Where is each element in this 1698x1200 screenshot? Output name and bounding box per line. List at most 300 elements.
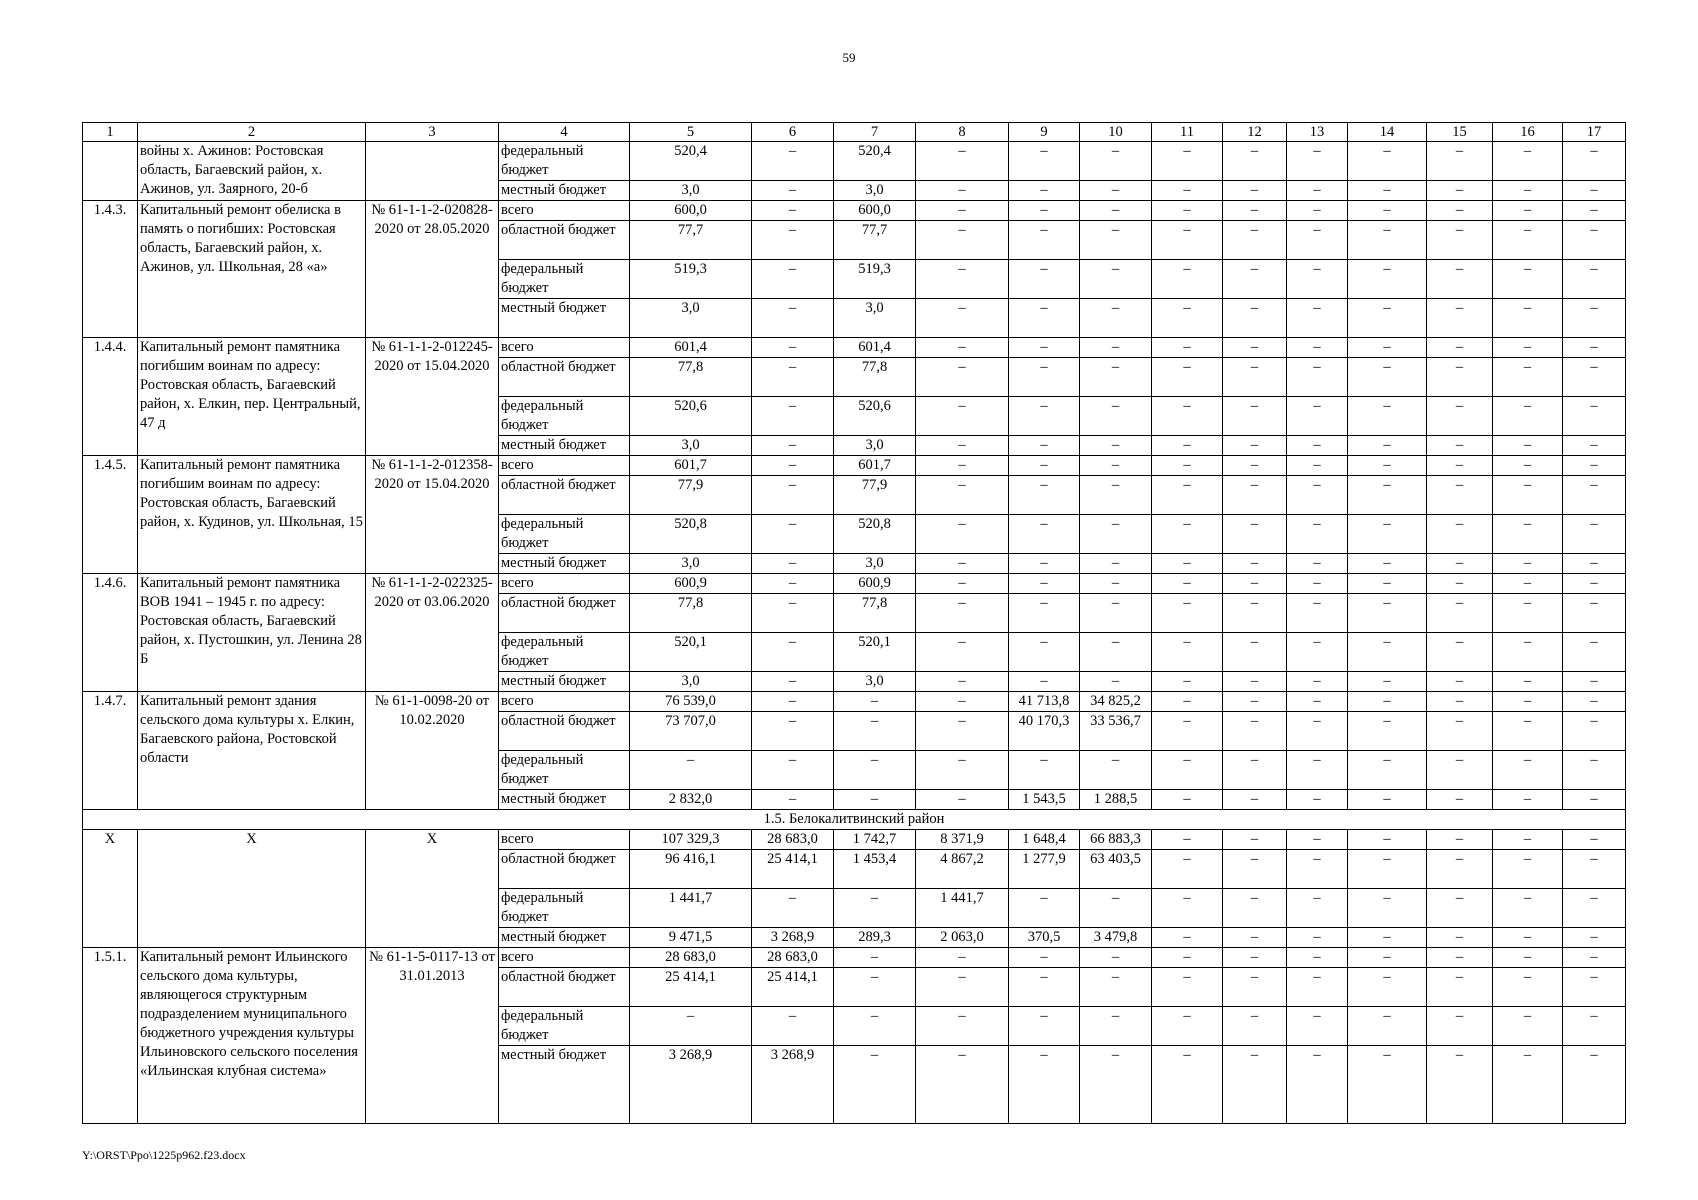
value-col-8: – [916, 201, 1009, 221]
value-col-14: – [1348, 928, 1427, 948]
value-col-17: – [1563, 397, 1626, 436]
table-row [83, 692, 1626, 712]
value-col-10: – [1080, 515, 1152, 554]
value-col-12: – [1223, 1046, 1287, 1124]
item-number: Х [83, 830, 138, 948]
value-col-7: 519,3 [834, 260, 916, 299]
value-col-7: 77,8 [834, 358, 916, 397]
value-col-13: – [1287, 633, 1348, 672]
value-col-11: – [1152, 751, 1223, 790]
value-col-15: – [1427, 594, 1493, 633]
value-col-13: – [1287, 948, 1348, 968]
value-col-7: – [834, 790, 916, 810]
value-col-9: – [1009, 554, 1080, 574]
value-col-14: – [1348, 692, 1427, 712]
value-col-7: 520,6 [834, 397, 916, 436]
value-col-14: – [1348, 672, 1427, 692]
value-col-6: – [752, 712, 834, 751]
value-col-10: – [1080, 260, 1152, 299]
funding-source: всего [499, 948, 630, 968]
value-col-5: 77,8 [630, 358, 752, 397]
value-col-12: – [1223, 554, 1287, 574]
value-col-16: – [1493, 889, 1563, 928]
value-col-10: – [1080, 476, 1152, 515]
item-number: 1.4.5. [83, 456, 138, 574]
value-col-13: – [1287, 476, 1348, 515]
value-col-14: – [1348, 181, 1427, 201]
value-col-9: – [1009, 201, 1080, 221]
column-header-10: 10 [1080, 123, 1152, 142]
value-col-6: – [752, 574, 834, 594]
funding-source: областной бюджет [499, 968, 630, 1007]
value-col-6: – [752, 201, 834, 221]
value-col-11: – [1152, 1046, 1223, 1124]
value-col-7: 601,7 [834, 456, 916, 476]
value-col-12: – [1223, 830, 1287, 850]
value-col-8: – [916, 1007, 1009, 1046]
column-header-12: 12 [1223, 123, 1287, 142]
value-col-9: – [1009, 397, 1080, 436]
value-col-14: – [1348, 574, 1427, 594]
value-col-11: – [1152, 554, 1223, 574]
value-col-16: – [1493, 397, 1563, 436]
value-col-13: – [1287, 751, 1348, 790]
value-col-6: – [752, 692, 834, 712]
value-col-7: 600,9 [834, 574, 916, 594]
value-col-10: – [1080, 672, 1152, 692]
value-col-10: – [1080, 968, 1152, 1007]
value-col-5: – [630, 751, 752, 790]
value-col-8: – [916, 692, 1009, 712]
value-col-15: – [1427, 574, 1493, 594]
value-col-12: – [1223, 260, 1287, 299]
value-col-17: – [1563, 790, 1626, 810]
value-col-8: – [916, 554, 1009, 574]
value-col-13: – [1287, 554, 1348, 574]
value-col-14: – [1348, 476, 1427, 515]
value-col-7: – [834, 948, 916, 968]
value-col-10: – [1080, 554, 1152, 574]
value-col-17: – [1563, 968, 1626, 1007]
column-header-4: 4 [499, 123, 630, 142]
table-row [83, 830, 1626, 850]
value-col-8: – [916, 948, 1009, 968]
value-col-12: – [1223, 338, 1287, 358]
value-col-15: – [1427, 1046, 1493, 1124]
value-col-11: – [1152, 299, 1223, 338]
value-col-13: – [1287, 436, 1348, 456]
value-col-7: – [834, 1046, 916, 1124]
value-col-11: – [1152, 692, 1223, 712]
value-col-16: – [1493, 260, 1563, 299]
item-document: № 61-1-1-2-022325-2020 от 03.06.2020 [366, 574, 499, 692]
item-number [83, 142, 138, 201]
value-col-12: – [1223, 181, 1287, 201]
value-col-5: 600,9 [630, 574, 752, 594]
value-col-7: 520,1 [834, 633, 916, 672]
value-col-8: – [916, 633, 1009, 672]
value-col-13: – [1287, 221, 1348, 260]
value-col-13: – [1287, 712, 1348, 751]
value-col-17: – [1563, 260, 1626, 299]
column-header-2: 2 [138, 123, 366, 142]
value-col-9: 370,5 [1009, 928, 1080, 948]
value-col-9: – [1009, 436, 1080, 456]
value-col-9: 1 277,9 [1009, 850, 1080, 889]
value-col-8: – [916, 968, 1009, 1007]
value-col-14: – [1348, 436, 1427, 456]
table-body [83, 123, 1626, 1124]
value-col-9: – [1009, 889, 1080, 928]
value-col-7: 3,0 [834, 436, 916, 456]
value-col-13: – [1287, 181, 1348, 201]
item-name: Капитальный ремонт Ильинского сельского дома культуры, являющегося структурным подразделением муниципального бюджетного учреждения культуры Ильиновского сельского поселения «Ильинская клубная система» [138, 948, 366, 1124]
value-col-8: – [916, 181, 1009, 201]
value-col-17: – [1563, 594, 1626, 633]
value-col-5: 519,3 [630, 260, 752, 299]
value-col-17: – [1563, 436, 1626, 456]
value-col-5: 3,0 [630, 181, 752, 201]
value-col-10: – [1080, 948, 1152, 968]
value-col-15: – [1427, 751, 1493, 790]
value-col-17: – [1563, 850, 1626, 889]
value-col-7: – [834, 1007, 916, 1046]
value-col-6: – [752, 889, 834, 928]
value-col-17: – [1563, 889, 1626, 928]
value-col-6: – [752, 456, 834, 476]
value-col-8: – [916, 594, 1009, 633]
value-col-10: 1 288,5 [1080, 790, 1152, 810]
value-col-7: 1 742,7 [834, 830, 916, 850]
value-col-5: 3,0 [630, 436, 752, 456]
value-col-6: 25 414,1 [752, 968, 834, 1007]
value-col-11: – [1152, 338, 1223, 358]
value-col-15: – [1427, 260, 1493, 299]
value-col-15: – [1427, 712, 1493, 751]
value-col-7: 77,9 [834, 476, 916, 515]
value-col-5: 76 539,0 [630, 692, 752, 712]
value-col-16: – [1493, 476, 1563, 515]
value-col-9: – [1009, 968, 1080, 1007]
value-col-11: – [1152, 397, 1223, 436]
value-col-12: – [1223, 790, 1287, 810]
value-col-15: – [1427, 928, 1493, 948]
value-col-13: – [1287, 358, 1348, 397]
value-col-9: – [1009, 476, 1080, 515]
value-col-9: – [1009, 260, 1080, 299]
value-col-13: – [1287, 790, 1348, 810]
value-col-15: – [1427, 1007, 1493, 1046]
value-col-11: – [1152, 968, 1223, 1007]
value-col-13: – [1287, 201, 1348, 221]
value-col-8: – [916, 260, 1009, 299]
value-col-14: – [1348, 1007, 1427, 1046]
value-col-9: – [1009, 594, 1080, 633]
value-col-5: 520,8 [630, 515, 752, 554]
value-col-17: – [1563, 830, 1626, 850]
value-col-6: – [752, 672, 834, 692]
value-col-16: – [1493, 181, 1563, 201]
funding-source: местный бюджет [499, 1046, 630, 1124]
value-col-10: 34 825,2 [1080, 692, 1152, 712]
column-header-5: 5 [630, 123, 752, 142]
value-col-11: – [1152, 201, 1223, 221]
column-header-13: 13 [1287, 123, 1348, 142]
item-document [366, 142, 499, 201]
funding-source: всего [499, 830, 630, 850]
value-col-6: – [752, 260, 834, 299]
item-document: № 61-1-1-2-020828-2020 от 28.05.2020 [366, 201, 499, 338]
value-col-8: 8 371,9 [916, 830, 1009, 850]
value-col-6: 28 683,0 [752, 948, 834, 968]
value-col-17: – [1563, 574, 1626, 594]
value-col-15: – [1427, 299, 1493, 338]
item-document: № 61-1-1-2-012245-2020 от 15.04.2020 [366, 338, 499, 456]
value-col-16: – [1493, 456, 1563, 476]
value-col-17: – [1563, 948, 1626, 968]
funding-source: областной бюджет [499, 476, 630, 515]
value-col-7: – [834, 968, 916, 1007]
value-col-14: – [1348, 850, 1427, 889]
section-title: 1.5. Белокалитвинский район [83, 810, 1626, 830]
value-col-8: – [916, 299, 1009, 338]
value-col-13: – [1287, 692, 1348, 712]
value-col-15: – [1427, 889, 1493, 928]
value-col-13: – [1287, 1046, 1348, 1124]
value-col-14: – [1348, 456, 1427, 476]
value-col-14: – [1348, 358, 1427, 397]
column-header-16: 16 [1493, 123, 1563, 142]
value-col-10: – [1080, 201, 1152, 221]
budget-table [82, 122, 1626, 1124]
value-col-8: – [916, 456, 1009, 476]
value-col-5: 2 832,0 [630, 790, 752, 810]
column-header-9: 9 [1009, 123, 1080, 142]
value-col-17: – [1563, 712, 1626, 751]
value-col-16: – [1493, 633, 1563, 672]
value-col-13: – [1287, 515, 1348, 554]
value-col-7: 289,3 [834, 928, 916, 948]
funding-source: местный бюджет [499, 672, 630, 692]
value-col-6: – [752, 1007, 834, 1046]
value-col-9: – [1009, 1007, 1080, 1046]
value-col-11: – [1152, 456, 1223, 476]
value-col-16: – [1493, 850, 1563, 889]
value-col-14: – [1348, 751, 1427, 790]
value-col-11: – [1152, 358, 1223, 397]
value-col-8: – [916, 1046, 1009, 1124]
value-col-16: – [1493, 968, 1563, 1007]
value-col-16: – [1493, 436, 1563, 456]
value-col-12: – [1223, 751, 1287, 790]
value-col-7: – [834, 712, 916, 751]
value-col-14: – [1348, 142, 1427, 181]
item-number: 1.5.1. [83, 948, 138, 1124]
item-document: № 61-1-1-2-012358-2020 от 15.04.2020 [366, 456, 499, 574]
column-header-11: 11 [1152, 123, 1223, 142]
value-col-15: – [1427, 948, 1493, 968]
section-row [83, 810, 1626, 830]
value-col-6: 3 268,9 [752, 928, 834, 948]
value-col-9: – [1009, 948, 1080, 968]
value-col-5: 1 441,7 [630, 889, 752, 928]
value-col-11: – [1152, 142, 1223, 181]
value-col-15: – [1427, 358, 1493, 397]
funding-source: всего [499, 456, 630, 476]
footer-file-path: Y:\ORST\Ppo\1225p962.f23.docx [82, 1148, 246, 1162]
value-col-17: – [1563, 476, 1626, 515]
value-col-13: – [1287, 299, 1348, 338]
funding-source: всего [499, 574, 630, 594]
value-col-17: – [1563, 751, 1626, 790]
value-col-15: – [1427, 476, 1493, 515]
funding-source: местный бюджет [499, 928, 630, 948]
value-col-5: 601,4 [630, 338, 752, 358]
value-col-13: – [1287, 594, 1348, 633]
value-col-8: 2 063,0 [916, 928, 1009, 948]
column-header-3: 3 [366, 123, 499, 142]
funding-source: местный бюджет [499, 181, 630, 201]
value-col-16: – [1493, 574, 1563, 594]
value-col-13: – [1287, 850, 1348, 889]
value-col-17: – [1563, 142, 1626, 181]
value-col-6: – [752, 790, 834, 810]
value-col-16: – [1493, 948, 1563, 968]
value-col-8: 4 867,2 [916, 850, 1009, 889]
value-col-14: – [1348, 712, 1427, 751]
value-col-11: – [1152, 1007, 1223, 1046]
value-col-6: – [752, 358, 834, 397]
value-col-11: – [1152, 594, 1223, 633]
value-col-10: 66 883,3 [1080, 830, 1152, 850]
value-col-15: – [1427, 142, 1493, 181]
item-document: Х [366, 830, 499, 948]
table-row [83, 948, 1626, 968]
value-col-5: 520,6 [630, 397, 752, 436]
value-col-15: – [1427, 968, 1493, 1007]
value-col-8: – [916, 790, 1009, 810]
value-col-5: 3,0 [630, 672, 752, 692]
funding-source: областной бюджет [499, 712, 630, 751]
value-col-10: 33 536,7 [1080, 712, 1152, 751]
value-col-15: – [1427, 692, 1493, 712]
value-col-16: – [1493, 358, 1563, 397]
value-col-7: 77,8 [834, 594, 916, 633]
value-col-15: – [1427, 397, 1493, 436]
value-col-8: 1 441,7 [916, 889, 1009, 928]
value-col-11: – [1152, 574, 1223, 594]
value-col-15: – [1427, 456, 1493, 476]
value-col-6: – [752, 594, 834, 633]
value-col-10: – [1080, 142, 1152, 181]
value-col-6: – [752, 436, 834, 456]
value-col-17: – [1563, 181, 1626, 201]
value-col-13: – [1287, 928, 1348, 948]
table-row [83, 201, 1626, 221]
funding-source: федеральный бюджет [499, 889, 630, 928]
value-col-11: – [1152, 830, 1223, 850]
item-name: Х [138, 830, 366, 948]
value-col-16: – [1493, 201, 1563, 221]
value-col-7: 1 453,4 [834, 850, 916, 889]
value-col-17: – [1563, 456, 1626, 476]
value-col-5: 9 471,5 [630, 928, 752, 948]
value-col-17: – [1563, 1046, 1626, 1124]
value-col-6: – [752, 338, 834, 358]
value-col-8: – [916, 397, 1009, 436]
value-col-8: – [916, 515, 1009, 554]
value-col-12: – [1223, 1007, 1287, 1046]
item-document: № 61-1-5-0117-13 от 31.01.2013 [366, 948, 499, 1124]
value-col-17: – [1563, 221, 1626, 260]
value-col-8: – [916, 712, 1009, 751]
value-col-7: 3,0 [834, 299, 916, 338]
value-col-7: 520,4 [834, 142, 916, 181]
value-col-6: 28 683,0 [752, 830, 834, 850]
funding-source: областной бюджет [499, 358, 630, 397]
value-col-15: – [1427, 633, 1493, 672]
value-col-12: – [1223, 712, 1287, 751]
value-col-6: – [752, 299, 834, 338]
item-name: Капитальный ремонт здания сельского дома культуры х. Елкин, Багаевского района, Ростовской области [138, 692, 366, 810]
value-col-13: – [1287, 142, 1348, 181]
value-col-13: – [1287, 397, 1348, 436]
value-col-10: – [1080, 751, 1152, 790]
value-col-17: – [1563, 515, 1626, 554]
value-col-10: 3 479,8 [1080, 928, 1152, 948]
value-col-14: – [1348, 201, 1427, 221]
value-col-12: – [1223, 397, 1287, 436]
value-col-15: – [1427, 181, 1493, 201]
item-name: Капитальный ремонт памятника погибшим воинам по адресу: Ростовская область, Багаевский район, х. Кудинов, ул. Школьная, 15 [138, 456, 366, 574]
value-col-17: – [1563, 692, 1626, 712]
value-col-5: 601,7 [630, 456, 752, 476]
value-col-16: – [1493, 751, 1563, 790]
value-col-7: 601,4 [834, 338, 916, 358]
value-col-8: – [916, 574, 1009, 594]
value-col-9: – [1009, 338, 1080, 358]
value-col-16: – [1493, 1046, 1563, 1124]
value-col-16: – [1493, 830, 1563, 850]
value-col-10: – [1080, 456, 1152, 476]
funding-source: федеральный бюджет [499, 1007, 630, 1046]
value-col-10: – [1080, 436, 1152, 456]
value-col-16: – [1493, 1007, 1563, 1046]
value-col-14: – [1348, 554, 1427, 574]
column-header-14: 14 [1348, 123, 1427, 142]
table-row [83, 338, 1626, 358]
value-col-17: – [1563, 554, 1626, 574]
value-col-7: 520,8 [834, 515, 916, 554]
value-col-17: – [1563, 672, 1626, 692]
value-col-11: – [1152, 181, 1223, 201]
value-col-11: – [1152, 889, 1223, 928]
value-col-8: – [916, 751, 1009, 790]
value-col-14: – [1348, 397, 1427, 436]
value-col-13: – [1287, 260, 1348, 299]
value-col-12: – [1223, 948, 1287, 968]
value-col-12: – [1223, 672, 1287, 692]
value-col-12: – [1223, 456, 1287, 476]
value-col-12: – [1223, 633, 1287, 672]
value-col-16: – [1493, 221, 1563, 260]
value-col-10: – [1080, 338, 1152, 358]
value-col-15: – [1427, 790, 1493, 810]
value-col-16: – [1493, 554, 1563, 574]
value-col-16: – [1493, 712, 1563, 751]
value-col-9: – [1009, 221, 1080, 260]
value-col-17: – [1563, 1007, 1626, 1046]
